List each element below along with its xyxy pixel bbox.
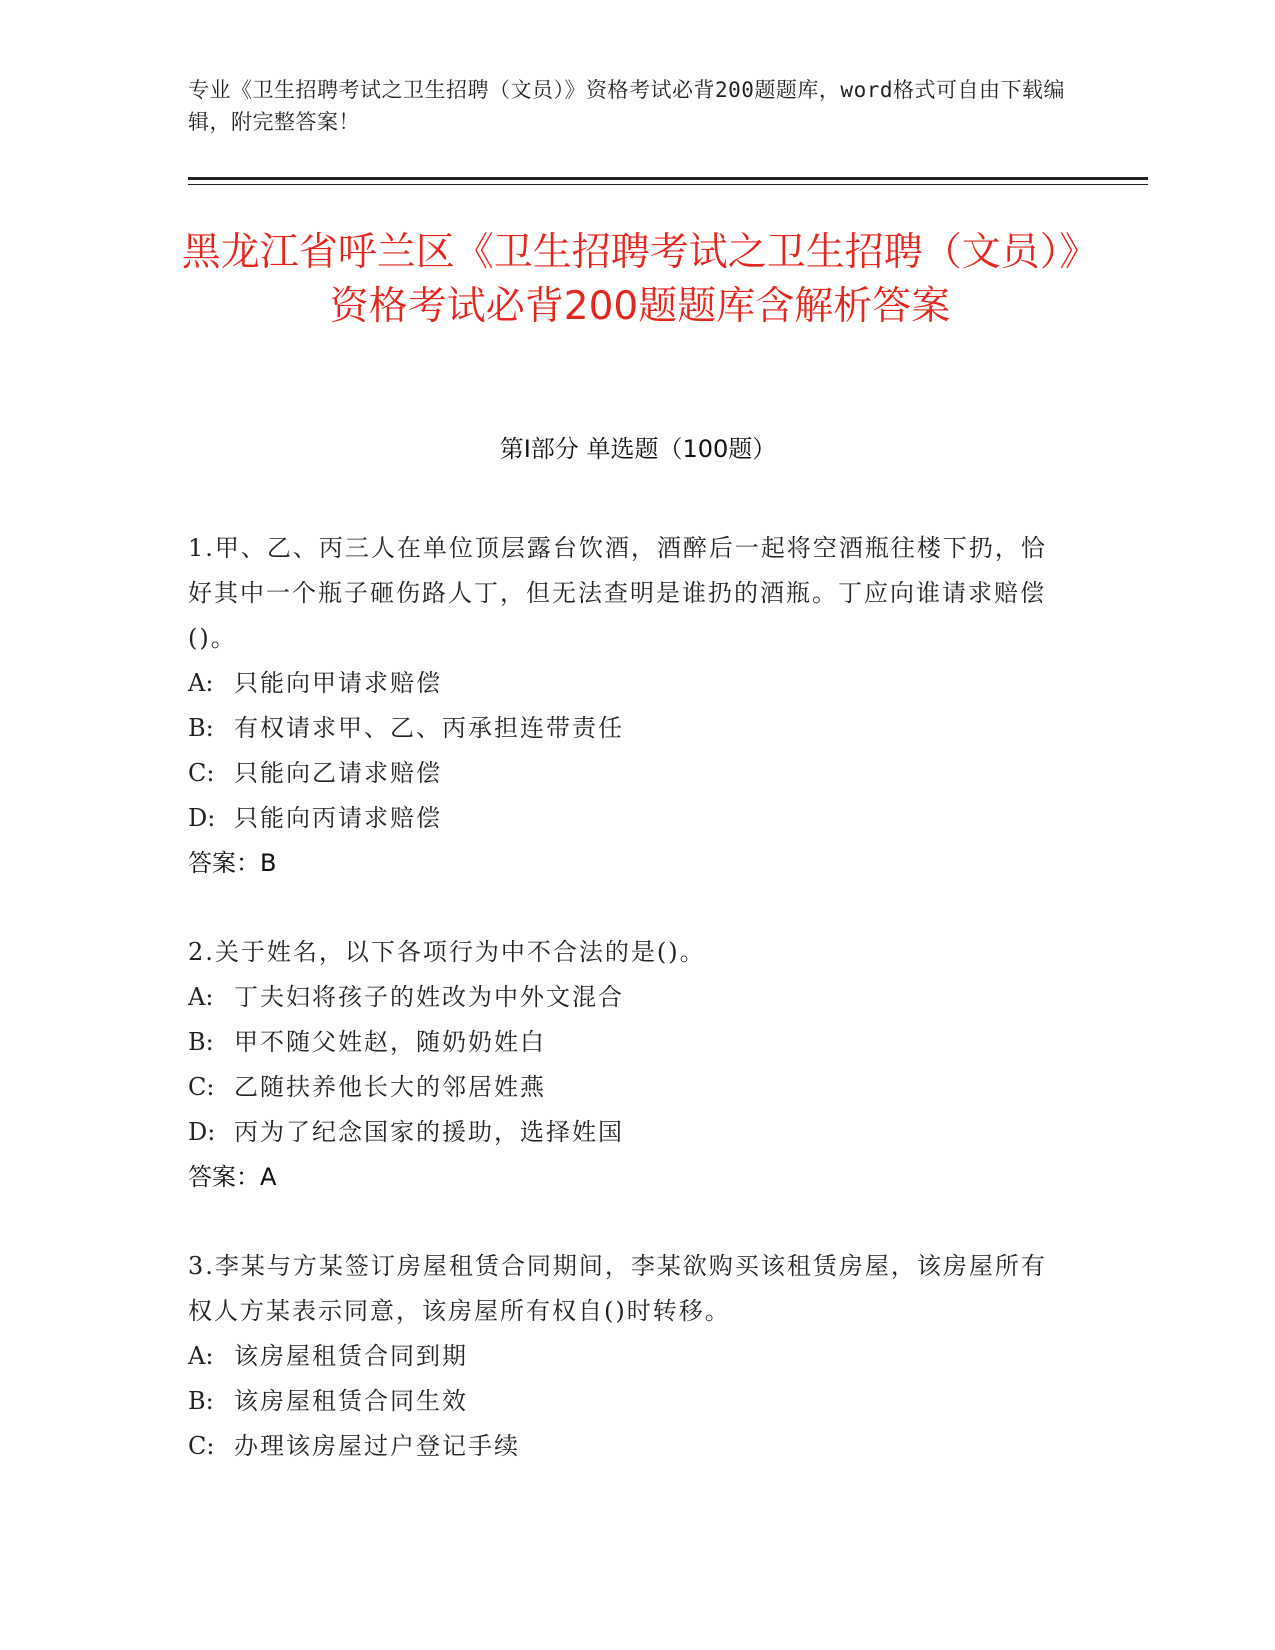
header-note: 专业《卫生招聘考试之卫生招聘（文员）》资格考试必背200题题库，word格式可自由下载编辑，附完整答案！ xyxy=(188,78,1065,134)
option-text: 该房屋租赁合同到期 xyxy=(234,1342,468,1370)
header-rule-thin xyxy=(188,184,1148,185)
option-letter: C: xyxy=(188,1073,215,1101)
option-letter: A: xyxy=(188,983,214,1011)
option-letter: B: xyxy=(188,1387,214,1415)
option-letter: C: xyxy=(188,759,215,787)
option-letter: D: xyxy=(188,1118,216,1146)
option-text: 乙随扶养他长大的邻居姓燕 xyxy=(234,1073,546,1101)
option-letter: B: xyxy=(188,1028,214,1056)
option-letter: C: xyxy=(188,1432,215,1460)
question-list xyxy=(188,526,1068,1513)
option-letter: D: xyxy=(188,804,216,832)
option-text: 丁夫妇将孩子的姓改为中外文混合 xyxy=(234,983,624,1011)
document-title: 黑龙江省呼兰区《卫生招聘考试之卫生招聘（文员）》资格考试必背200题题库含解析答案 xyxy=(181,230,1099,329)
option-text: 甲不随父姓赵，随奶奶姓白 xyxy=(234,1028,546,1056)
option-text: 只能向甲请求赔偿 xyxy=(234,669,442,697)
option-text: 只能向丙请求赔偿 xyxy=(234,804,442,832)
option-text: 该房屋租赁合同生效 xyxy=(234,1387,468,1415)
option-b xyxy=(188,1379,1068,1424)
option-b xyxy=(188,1020,1068,1065)
question-stem: 2.关于姓名，以下各项行为中不合法的是()。 xyxy=(188,938,706,966)
question-3 xyxy=(188,1244,1068,1469)
option-a xyxy=(188,1334,1068,1379)
option-d xyxy=(188,796,1068,841)
option-text: 丙为了纪念国家的援助，选择姓国 xyxy=(234,1118,624,1146)
option-letter: B: xyxy=(188,714,214,742)
option-text: 办理该房屋过户登记手续 xyxy=(234,1432,520,1460)
question-1 xyxy=(188,526,1068,886)
option-a xyxy=(188,975,1068,1020)
question-2 xyxy=(188,930,1068,1200)
option-c xyxy=(188,1065,1068,1110)
question-stem: 1.甲、乙、丙三人在单位顶层露台饮酒，酒醉后一起将空酒瓶往楼下扔，恰好其中一个瓶子砸伤路人丁，但无法查明是谁扔的酒瓶。丁应向谁请求赔偿()。 xyxy=(188,534,1047,652)
question-stem: 3.李某与方某签订房屋租赁合同期间，李某欲购买该租赁房屋，该房屋所有权人方某表示同意，该房屋所有权自()时转移。 xyxy=(188,1252,1047,1325)
option-text: 有权请求甲、乙、丙承担连带责任 xyxy=(234,714,624,742)
header-rule-thick xyxy=(188,177,1148,180)
option-d xyxy=(188,1110,1068,1155)
answer: 答案：B xyxy=(188,849,277,877)
answer: 答案：A xyxy=(188,1163,277,1191)
option-letter: A: xyxy=(188,1342,214,1370)
option-text: 只能向乙请求赔偿 xyxy=(234,759,442,787)
option-c xyxy=(188,751,1068,796)
option-letter: A: xyxy=(188,669,214,697)
option-c xyxy=(188,1424,1068,1469)
option-b xyxy=(188,706,1068,751)
section-heading: 第I部分 单选题（100题） xyxy=(499,435,777,463)
option-a xyxy=(188,661,1068,706)
